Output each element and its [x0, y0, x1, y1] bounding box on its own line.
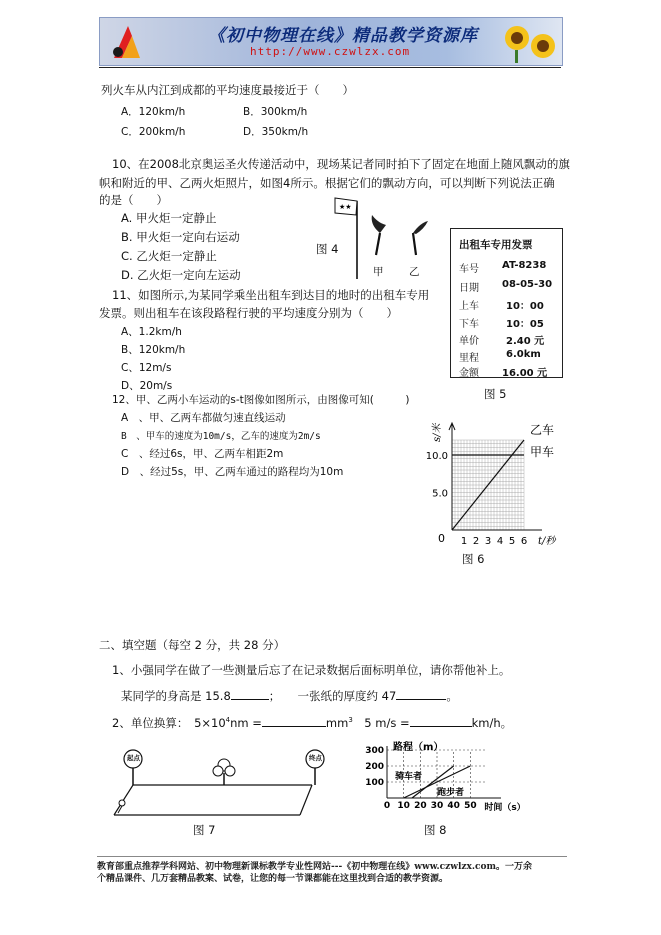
torch-label-yi: 乙	[409, 266, 420, 278]
fill-q1-text: 1、小强同学在做了一些测量后忘了在记录数据后面标明单位，请你帮他补上。	[112, 663, 511, 677]
x-tick-label: 5	[508, 536, 516, 547]
svg-text:★★: ★★	[339, 203, 352, 211]
y-tick-label: 5.0	[432, 488, 448, 500]
q12-option-a: A 、甲、乙两车都做匀速直线运动	[121, 412, 286, 424]
figure-7-caption: 图 7	[193, 823, 216, 837]
fill-q1-end: 。	[446, 689, 458, 703]
receipt-label: 车号	[459, 264, 479, 275]
footer-rule	[97, 856, 567, 857]
y-tick-label: 200	[365, 762, 384, 772]
x-tick-label: 6	[520, 536, 528, 547]
figure-8-caption: 图 8	[424, 823, 447, 837]
receipt-value: 08-05-30	[502, 279, 553, 290]
receipt-title: 出租车专用发票	[459, 239, 533, 251]
x-tick-label: 40	[447, 801, 460, 811]
header-banner	[99, 17, 563, 66]
section-2-heading: 二、填空题（每空 2 分，共 28 分）	[99, 638, 286, 652]
fill-q2-exponent2: 3	[348, 716, 353, 725]
x-tick-label: 10	[397, 801, 410, 811]
q10-line3: 的是（ ）	[99, 193, 168, 207]
x-axis-label: 时间（s）	[484, 803, 526, 813]
fill-q2-nm: nm =	[230, 716, 262, 730]
st-chart	[410, 412, 568, 570]
x-tick-label: 0	[383, 801, 391, 811]
end-label: 终点	[309, 754, 322, 762]
sunflower-icon	[495, 20, 559, 63]
q12-option-d: D 、经过5s，甲、乙两车通过的路程均为10m	[121, 466, 344, 478]
q10-option-a: A. 甲火炬一定静止	[121, 211, 217, 225]
receipt-value: 6.0km	[506, 349, 541, 360]
x-tick-label: 50	[464, 801, 477, 811]
x-axis-label: t/秒	[538, 536, 556, 547]
x-tick-label: 3	[484, 536, 492, 547]
x-tick-label: 20	[414, 801, 427, 811]
q9-text: 列火车从内江到成都的平均速度最接近于（ ）	[101, 83, 354, 97]
series-label: 乙车	[530, 423, 555, 437]
series-label: 骑车者	[395, 771, 423, 782]
y-tick-label: 300	[365, 746, 384, 756]
figure-6-caption: 图 6	[462, 552, 485, 566]
receipt-label: 日期	[459, 283, 479, 294]
q12-line1: 12、甲、乙两小车运动的s-t图像如图所示，由图像可知( )	[112, 394, 410, 406]
banner-url[interactable]: http://www.czwlzx.com	[250, 45, 411, 58]
header-rule	[99, 67, 561, 68]
q9-option-c: C．200km/h	[121, 126, 186, 138]
q9-option-b: B．300km/h	[243, 106, 308, 118]
fill-q2-line	[112, 715, 512, 731]
fill-q2-kmh: km/h。	[471, 716, 513, 730]
fill-q2-mm: mm	[325, 716, 349, 730]
receipt-label: 金额	[459, 368, 479, 379]
q11-option-a: A、1.2km/h	[121, 326, 182, 338]
fill-q2-exponent: 4	[225, 716, 231, 725]
q11-option-c: C、12m/s	[121, 362, 172, 374]
q11-line1: 11、如图所示,为某同学乘坐出租车到达目的地时的出租车专用	[112, 288, 430, 302]
origin-label: 0	[438, 532, 445, 545]
torch-label-jia: 甲	[373, 266, 384, 278]
q11-option-b: B、120km/h	[121, 344, 186, 356]
receipt-label: 上车	[459, 301, 479, 312]
y-tick-label: 100	[365, 778, 384, 788]
receipt-label: 下车	[459, 319, 479, 330]
q12-option-c: C 、经过6s，甲、乙两车相距2m	[121, 448, 284, 460]
y-tick-label: 10.0	[425, 451, 448, 462]
fill-q2-speed: 5 m/s =	[352, 716, 410, 730]
receipt-label: 单价	[459, 336, 479, 347]
x-tick-label: 4	[496, 536, 504, 547]
receipt-value: AT-8238	[502, 260, 547, 271]
footer-line-1: 教育部重点推荐学科网站、初中物理新课标教学专业性网站---《初中物理在线》www.czwlzx.com。一万余	[97, 862, 533, 872]
x-tick-label: 2	[472, 536, 480, 547]
footer-text	[97, 861, 567, 885]
receipt-label: 里程	[459, 353, 479, 364]
banner-title: 《初中物理在线》精品教学资源库	[208, 26, 478, 46]
height-unit-blank[interactable]	[231, 688, 269, 700]
taxi-receipt	[450, 228, 563, 378]
q11-line2: 发票。则出租车在该段路程行驶的平均速度分别为（ ）	[99, 306, 398, 320]
start-label: 起点	[127, 754, 140, 762]
series-label: 甲车	[530, 445, 555, 459]
y-axis-label: s/米	[432, 423, 443, 442]
fill-q1-line2	[121, 688, 458, 704]
receipt-value: 16.00 元	[502, 368, 548, 379]
kmh-blank[interactable]	[410, 715, 472, 727]
x-tick-label: 1	[460, 536, 468, 547]
logo-icon	[106, 22, 146, 62]
q9-option-d: D．350km/h	[243, 126, 309, 138]
receipt-value: 10：05	[506, 319, 544, 330]
figure-5-caption: 图 5	[484, 387, 507, 401]
footer-line-2: 个精品课件、几万套精品教案、试卷，让您的每一节课都能在这里找到合适的教学资源。	[97, 874, 449, 884]
fill-q1-height-text: 某同学的身高是 15.8	[121, 689, 231, 703]
fill-q1-paper-text: ； 一张纸的厚度约 47	[268, 689, 397, 703]
figure-4	[330, 193, 440, 281]
q10-option-b: B. 甲火炬一定向右运动	[121, 230, 240, 244]
figure-4-caption: 图 4	[316, 242, 339, 256]
x-tick-label: 30	[430, 801, 444, 811]
receipt-value: 10：00	[506, 301, 544, 312]
q12-option-b: B 、甲车的速度为10m/s，乙车的速度为2m/s	[121, 431, 321, 442]
distance-time-chart	[355, 740, 526, 813]
q10-line2: 帜和附近的甲、乙两火炬照片，如图4所示。根据它们的飘动方向，可以判断下列说法正确	[99, 176, 555, 190]
q9-option-a: A．120km/h	[121, 106, 186, 118]
paper-unit-blank[interactable]	[396, 688, 446, 700]
q11-option-d: D、20m/s	[121, 380, 173, 392]
q10-option-d: D. 乙火炬一定向左运动	[121, 268, 241, 282]
fill-q2-text: 2、单位换算： 5×10	[112, 716, 226, 730]
mm3-blank[interactable]	[262, 715, 326, 727]
series-label: 跑步者	[437, 787, 465, 798]
q10-option-c: C. 乙火炬一定静止	[121, 249, 217, 263]
receipt-value: 2.40 元	[506, 336, 545, 347]
q10-line1: 10、在2008北京奥运圣火传递活动中，现场某记者同时拍下了固定在地面上随风飘动的旗	[112, 157, 570, 171]
y-axis-label: 路程（m）	[393, 742, 444, 753]
